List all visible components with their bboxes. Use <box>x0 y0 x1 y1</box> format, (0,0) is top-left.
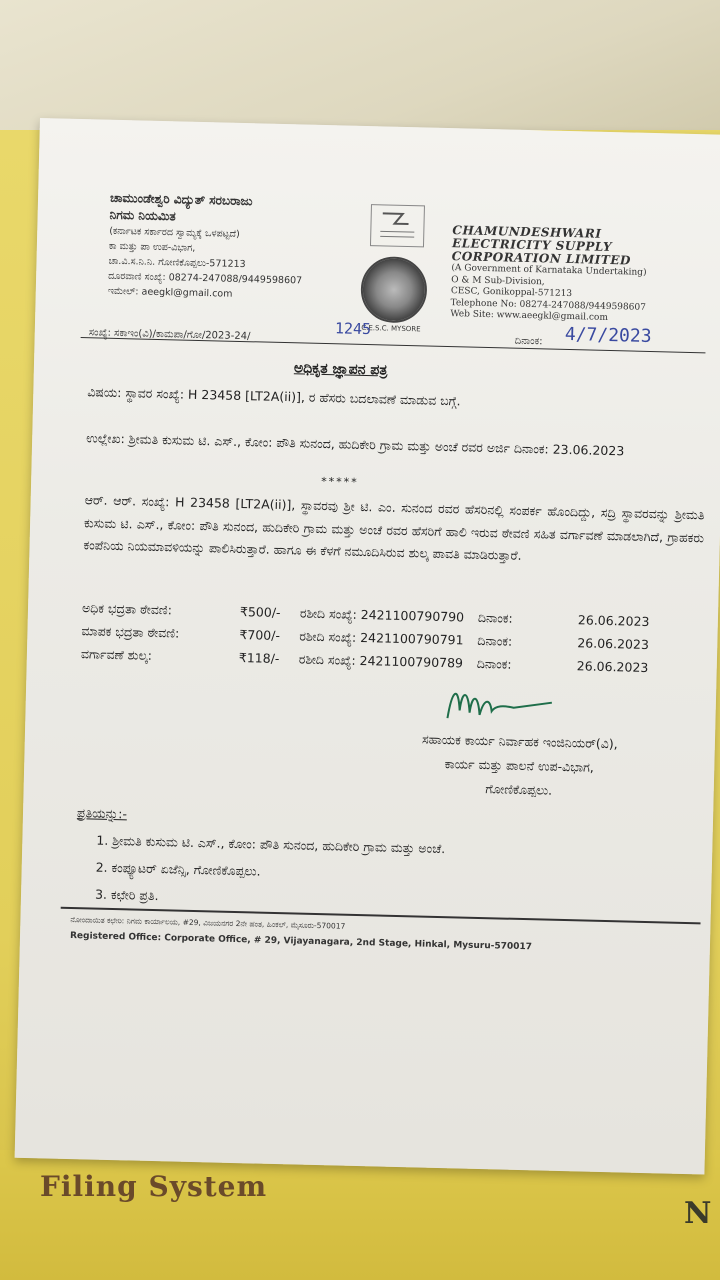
header-right-line: CESC, Gonikoppal-571213 <box>450 286 573 300</box>
header-right-line: (A Government of Karnataka Undertaking) <box>451 263 647 278</box>
letter-reference: ಉಲ್ಲೇಖ: ಶ್ರೀಮತಿ ಕುಸುಮ ಟಿ. ಎಸ್., ಕೋಂ: ಪೌತಿ ಸುನಂದ, ಹುದಿಕೇರಿ ಗ್ರಾಮ ಮತ್ತು ಅಂಚೆ ರವರ ಅರ್ಜಿ ದಿನಾಂಕ: 23.06.2023 <box>86 430 625 459</box>
company-name-line: CORPORATION LIMITED <box>451 249 632 268</box>
header-right-line: Web Site: www.aeegkl@gmail.com <box>450 309 609 323</box>
copy-item: 1. ಶ್ರೀಮತಿ ಕುಸುಮ ಟಿ. ಎಸ್., ಕೋಂ: ಪೌತಿ ಸುನಂದ, ಹುದಿಕೇರಿ ಗ್ರಾಮ ಮತ್ತು ಅಂಚೆ. <box>96 832 446 857</box>
company-name-line: ELECTRICITY SUPPLY <box>451 236 613 255</box>
reference-number-label: ಸಂಖ್ಯೆ: ಸಕಾಇಂ(ವಿ)/ಕಾಮಪಾ/ಗೋ/2023-24/ <box>88 327 251 343</box>
footer-kannada: ನೋಂದಾಯಿತ ಕಛೇರಿ: ನಿಗಮ ಕಾರ್ಯಾಲಯ, #29, ವಿಜಯನಗರ 2ನೇ ಹಂತ, ಹಿಂಕಲ್, ಮೈಸೂರು-570017 <box>70 914 346 931</box>
folder-label: Filing System <box>40 1170 268 1203</box>
signatory-line: ಸಹಾಯಕ ಕಾರ್ಯ ನಿರ್ವಾಹಕ ಇಂಜಿನಿಯರ್(ವಿ), <box>421 731 618 752</box>
folder-label-right: N <box>684 1196 712 1231</box>
payment-date-label: ದಿನಾಂಕ: <box>477 609 513 626</box>
letter-body: ಆರ್. ಆರ್. ಸಂಖ್ಯೆ: H 23458 [LT2A(ii)], ಸ್ಥಾವರವು ಶ್ರೀ ಟಿ. ಎಂ. ಸುನಂದ ರವರ ಹೆಸರಿನಲ್ಲಿ ಸಂಪರ್ಕ ಹೊಂದಿದ್ದು, ಸದ್ರಿ ಸ್ಥಾವರವನ್ನು ಶ್ರೀಮತಿ ಕುಸುಮ ಟಿ. ಎಸ್., ಕೋಂ: ಪೌತಿ ಸುನಂದ, ಹುದಿಕೇರಿ ಗ್ರಾಮ ಮತ್ತು ಅಂಚೆ ರವರ ಹೆಸರಿಗೆ ಹಾಲಿ ಇರುವ ಠೇವಣಿ ಸಹಿತ ವರ್ಗಾವಣೆ ಮಾಡಲಾಗಿದೆ, ಗ್ರಾಹಕರು ಕಂಪೆನಿಯ ನಿಯಮಾವಳಿಯನ್ನು ಪಾಲಿಸಿರುತ್ತಾರೆ. ಹಾಗೂ ಈ ಕೆಳಗೆ ನಮೂದಿಸಿರುವ ಶುಲ್ಕ ಪಾವತಿ ಮಾಡಿರುತ್ತಾರೆ. <box>83 492 705 563</box>
copies-title: ಪ್ರತಿಯನ್ನು:- <box>76 805 128 822</box>
copies-block <box>75 799 446 916</box>
header-left-line: ನಿಗಮ ನಿಯಮಿತ <box>109 207 176 224</box>
signatory-line: ಗೋಣಿಕೊಪ್ಪಲು. <box>485 781 553 798</box>
payment-receipt: ರಶೀದಿ ಸಂಖ್ಯೆ: 2421100790791 <box>299 628 464 648</box>
company-name-line: CHAMUNDESHWARI <box>452 223 602 241</box>
payment-date-label: ದಿನಾಂಕ: <box>477 632 513 649</box>
header-left-line: ದೂರವಾಣಿ ಸಂಖ್ಯೆ: 08274-247088/9449598607 <box>108 270 303 287</box>
header-left-line: ಕಾ ಮತ್ತು ಪಾ ಉಪ-ವಿಭಾಗ, <box>108 240 196 254</box>
payment-date: 26.06.2023 <box>577 635 650 653</box>
header-left-line: ಇಮೇಲ್: aeegkl@gmail.com <box>107 285 233 300</box>
payment-label: ಮಾಪಕ ಭದ್ರತಾ ಠೇವಣಿ: <box>81 623 180 641</box>
payment-amount: ₹500/- <box>239 604 281 621</box>
letter-subject: ವಿಷಯ: ಸ್ಥಾವರ ಸಂಖ್ಯೆ: H 23458 [LT2A(ii)], ರ ಹೆಸರು ಬದಲಾವಣೆ ಮಾಡುವ ಬಗ್ಗೆ. <box>87 384 461 409</box>
signature-icon <box>443 680 554 727</box>
payment-label: ವರ್ಗಾವಣೆ ಶುಲ್ಕ: <box>80 646 153 663</box>
date-label: ದಿನಾಂಕ: <box>514 335 543 348</box>
letter-heading: ಅಧಿಕೃತ ಜ್ಞಾಪನ ಪತ್ರ <box>293 360 388 379</box>
header-left-line: ಚಾಮುಂಡೇಶ್ವರಿ ವಿದ್ಯುತ್ ಸರಬರಾಜು <box>109 190 253 209</box>
payment-date: 26.06.2023 <box>576 658 649 676</box>
payment-amount: ₹118/- <box>238 650 280 667</box>
signatory-line: ಕಾರ್ಯ ಮತ್ತು ಪಾಲನೆ ಉಪ-ವಿಭಾಗ, <box>444 756 595 775</box>
payment-date-label: ದಿನಾಂಕ: <box>476 655 512 672</box>
payment-label: ಅಧಿಕ ಭದ್ರತಾ ಠೇವಣಿ: <box>81 600 173 618</box>
header-right-line: Telephone No: 08274-247088/9449598607 <box>450 297 646 313</box>
cesc-seal-icon <box>360 256 428 324</box>
footer-english: Registered Office: Corporate Office, # 29, Vijayanagara, 2nd Stage, Hinkal, Mysuru-570017 <box>69 930 533 953</box>
letter-date: 4/7/2023 <box>564 323 652 348</box>
header-right-line: O & M Sub-Division, <box>451 274 545 287</box>
header-left-line: (ಕರ್ನಾಟಕ ಸರ್ಕಾರದ ಸ್ವಾಮ್ಯಕ್ಕೆ ಒಳಪಟ್ಟದೆ) <box>109 225 240 240</box>
signatory-block <box>353 726 685 806</box>
payment-receipt: ರಶೀದಿ ಸಂಖ್ಯೆ: 2421100790789 <box>298 651 464 671</box>
header-left-line: ಚಾ.ವಿ.ಸ.ನಿ.ನಿ. ಗೋಣಿಕೊಪ್ಪಲು-571213 <box>108 255 246 271</box>
seal-caption: C.E.S.C. MYSORE <box>361 323 421 334</box>
payment-receipt: ರಶೀದಿ ಸಂಖ್ಯೆ: 2421100790790 <box>299 605 465 625</box>
separator-stars: ***** <box>321 474 359 489</box>
header-right-block <box>450 224 720 327</box>
payment-amount: ₹700/- <box>239 627 281 644</box>
small-logo-icon <box>370 204 425 247</box>
copy-item: 2. ಕಂಪ್ಯೂಟರ್ ಏಜೆನ್ಸಿ, ಗೋಣಿಕೊಪ್ಪಲು. <box>95 859 261 879</box>
payment-date: 26.06.2023 <box>577 612 650 630</box>
header-left-block <box>108 190 371 305</box>
letter-paper <box>15 118 720 1175</box>
reference-number: 1245 <box>334 319 372 339</box>
copy-item: 3. ಕಛೇರಿ ಪ್ರತಿ. <box>94 886 159 904</box>
